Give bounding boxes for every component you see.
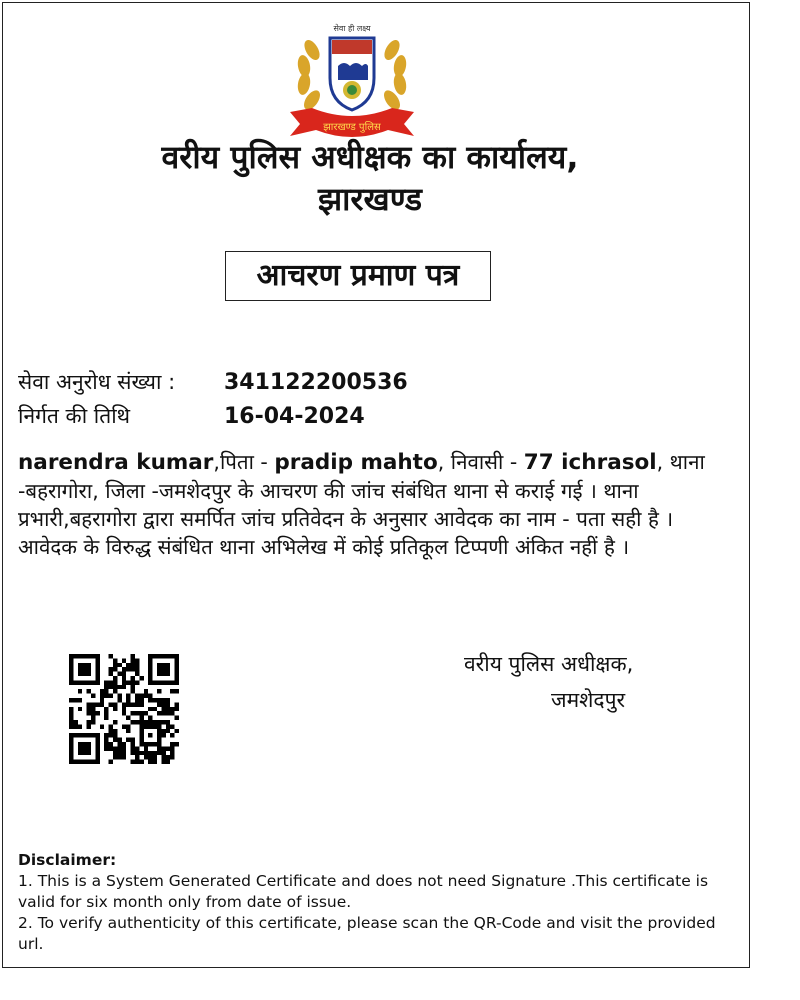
disclaimer-heading: Disclaimer:: [18, 851, 117, 869]
office-title-line2: झारखण्ड: [317, 180, 423, 218]
certificate-title: आचरण प्रमाण पत्र: [225, 251, 491, 301]
service-request-row: [18, 368, 408, 396]
office-title-line1: वरीय पुलिस अधीक्षक का कार्यालय,: [161, 138, 579, 176]
service-request-label: सेवा अनुरोध संख्या :: [18, 370, 176, 394]
certificate-body: [18, 448, 708, 561]
residence-prefix: , निवासी -: [437, 450, 524, 474]
signatory-place: जमशेदपुर: [551, 688, 626, 712]
disclaimer: [18, 850, 718, 955]
disclaimer-line-2: 2. To verify authenticity of this certificate, please scan the QR-Code and visit the provided url.: [18, 914, 716, 953]
applicant-name: narendra kumar: [18, 450, 214, 475]
service-request-value: 341122200536: [224, 370, 408, 395]
issue-date-row: [18, 402, 365, 430]
emblem-motto: सेवा ही लक्ष्य: [333, 24, 371, 33]
issue-date-label: निर्गत की तिथि: [18, 404, 131, 428]
signatory-designation: वरीय पुलिस अधीक्षक,: [464, 652, 634, 676]
police-emblem-icon: [282, 20, 422, 140]
disclaimer-line-1: 1. This is a System Generated Certificate and does not need Signature .This certificate is valid for six month only from date of issue.: [18, 872, 709, 911]
father-prefix: ,पिता -: [213, 450, 275, 474]
qr-code-icon: [68, 654, 180, 764]
certificate-body-text: , थाना -बहरागोरा, जिला -जमशेदपुर के आचरण की जांच संबंधित थाना से कराई गई । थाना प्रभारी,बहरागोरा द्वारा समर्पित जांच प्रतिवेदन के अनुसार आवेदक का नाम - पता सही है । आवेदक के विरुद्ध संबंधित थाना अभिलेख में कोई प्रतिकूल टिप्पणी अंकित नहीं है ।: [18, 450, 705, 559]
emblem-banner: झारखण्ड पुलिस: [323, 122, 381, 133]
residence: 77 ichrasol: [523, 450, 657, 475]
father-name: pradip mahto: [274, 450, 438, 475]
issue-date-value: 16-04-2024: [224, 404, 365, 429]
